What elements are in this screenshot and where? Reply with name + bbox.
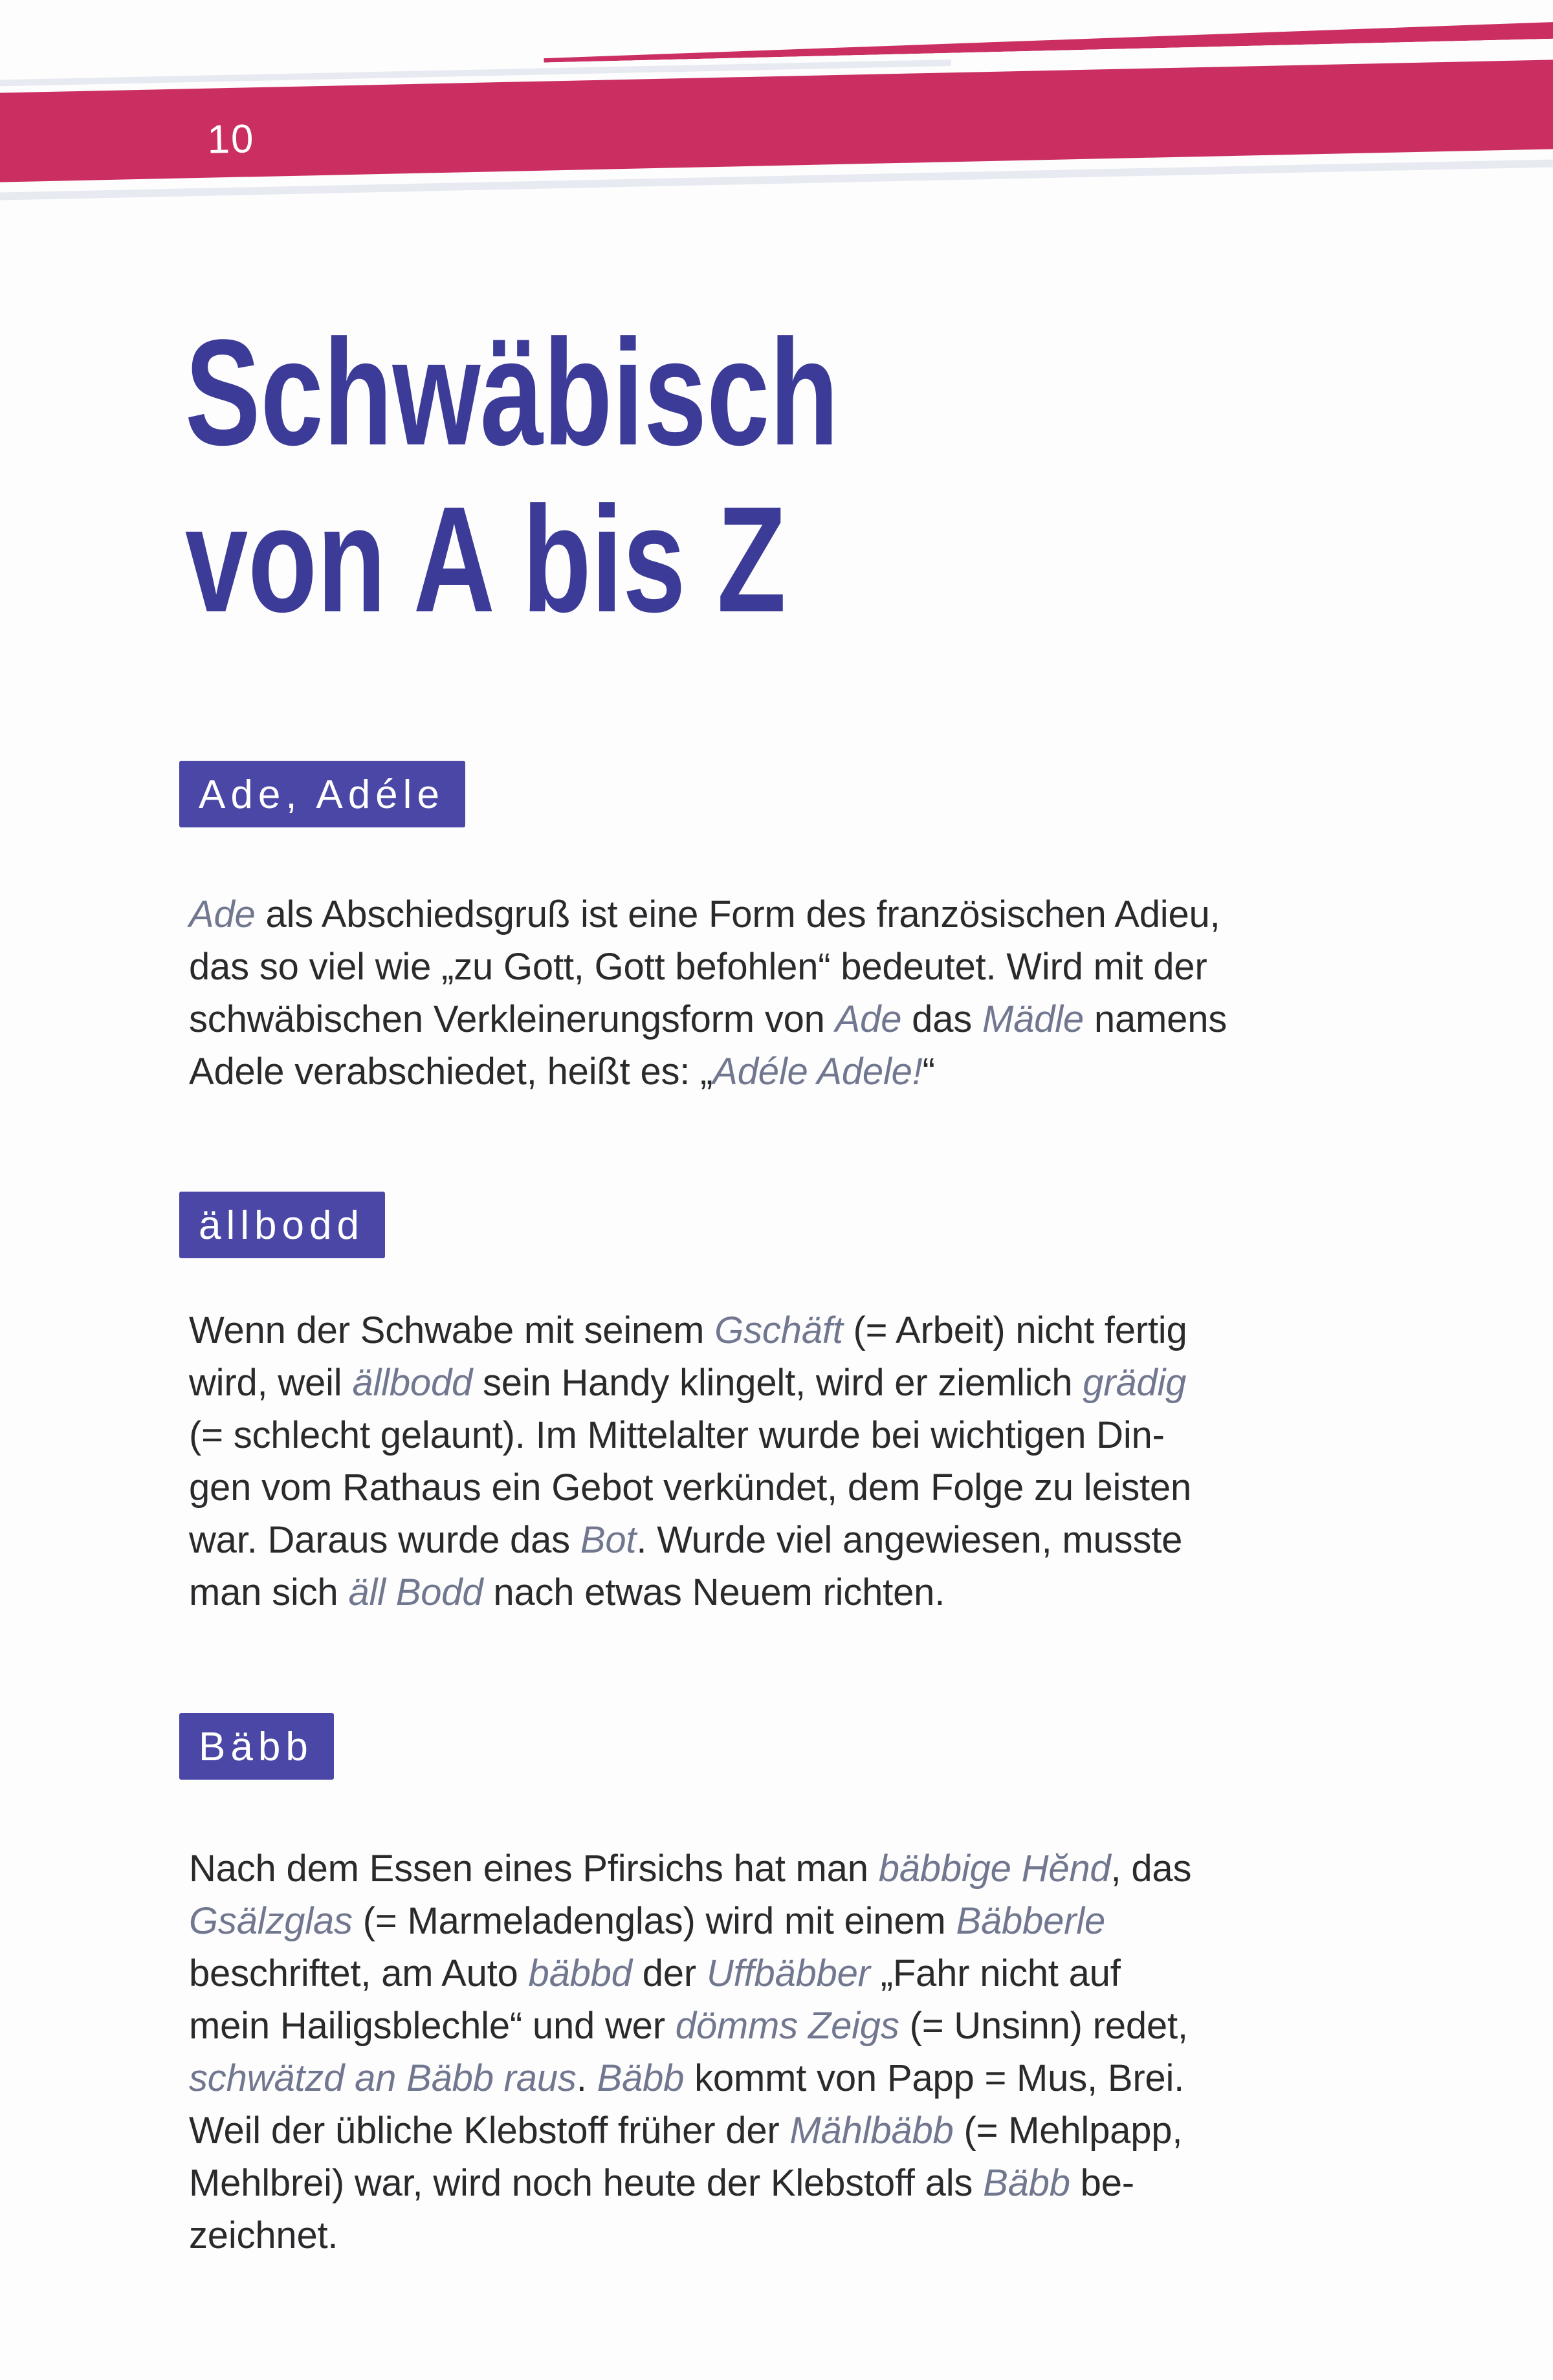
paragraph-line — [189, 1045, 1431, 1098]
paragraph-line — [189, 2052, 1431, 2104]
text-run: (= schlecht gelaunt). Im Mittelalter wurde bei wichtigen Din- — [189, 1414, 1165, 1456]
paragraph-line — [189, 993, 1431, 1045]
text-run: mein Hailigsblechle“ und wer — [189, 2005, 676, 2047]
title-line-1: Schwäbisch — [185, 309, 839, 477]
section-paragraph — [189, 1304, 1431, 1619]
text-run: wird, weil — [189, 1362, 353, 1404]
paragraph-line — [189, 2000, 1431, 2052]
text-run: , das — [1110, 1848, 1192, 1890]
text-run: “ — [922, 1051, 935, 1093]
text-run: (= Marmeladenglas) wird mit einem — [352, 1900, 956, 1942]
text-run: (= Mehlpapp, — [953, 2110, 1183, 2152]
text-run: namens — [1084, 998, 1228, 1040]
dialect-term: bäbbd — [528, 1952, 632, 1994]
paragraph-line — [189, 1514, 1431, 1566]
paragraph-line — [189, 1304, 1431, 1357]
text-run: das so viel wie „zu Gott, Gott befohlen“ bedeutet. Wird mit der — [189, 946, 1207, 988]
dialect-term: Mädle — [982, 998, 1084, 1040]
text-run: nach etwas Neuem richten. — [483, 1571, 945, 1613]
dialect-term: grädig — [1083, 1362, 1187, 1404]
text-run: . — [576, 2057, 597, 2099]
paragraph-line — [189, 2104, 1431, 2157]
dialect-term: Bäbb — [597, 2057, 685, 2099]
dialect-term: Bot — [580, 1519, 637, 1561]
text-run: Adele verabschiedet, heißt es: „ — [189, 1051, 713, 1093]
dialect-term: Ade — [835, 998, 902, 1040]
header-ribbon — [0, 0, 1553, 272]
text-run: (= Unsinn) redet, — [899, 2005, 1188, 2047]
text-run: als Abschiedsgruß ist eine Form des französischen Adieu, — [255, 893, 1220, 935]
dialect-term: bäbbige Hĕnd — [878, 1848, 1111, 1890]
paragraph-line — [189, 1461, 1431, 1514]
text-run: beschriftet, am Auto — [189, 1952, 529, 1994]
dialect-term: Adéle Adele! — [712, 1051, 923, 1093]
text-run: man sich — [189, 1571, 349, 1613]
text-run: kommt von Papp = Mus, Brei. — [684, 2057, 1185, 2099]
section-paragraph — [189, 888, 1431, 1098]
page-number: 10 — [206, 116, 256, 162]
paragraph-line — [189, 941, 1431, 993]
paragraph-line — [189, 2209, 1431, 2262]
dialect-term: Mählbäbb — [789, 2110, 954, 2152]
text-run: schwäbischen Verkleinerungsform von — [189, 998, 835, 1040]
text-run: sein Handy klingelt, wird er ziemlich — [472, 1362, 1083, 1404]
paragraph-line — [189, 1895, 1431, 1947]
section-heading-badge: Ade, Adéle — [179, 761, 465, 827]
text-run: „Fahr nicht auf — [870, 1952, 1121, 1994]
text-run: (= Arbeit) nicht fertig — [843, 1309, 1187, 1351]
dialect-term: äll Bodd — [348, 1571, 483, 1613]
paragraph-line — [189, 1357, 1431, 1409]
text-run: Weil der übliche Klebstoff früher der — [189, 2110, 790, 2152]
dialect-term: Gsälzglas — [189, 1900, 353, 1942]
title-line-2: von A bis Z — [185, 475, 786, 644]
paragraph-line — [189, 2157, 1431, 2209]
paragraph-line — [189, 1842, 1431, 1895]
dialect-term: ällbodd — [352, 1362, 473, 1404]
dialect-term: dömms Zeigs — [675, 2005, 899, 2047]
dialect-term: Bäbberle — [956, 1900, 1106, 1942]
dialect-term: schwätzd an Bäbb raus — [189, 2057, 577, 2099]
text-run: gen vom Rathaus ein Gebot verkündet, dem Folge zu leisten — [189, 1467, 1192, 1509]
text-run: das — [901, 998, 983, 1040]
paragraph-line — [189, 888, 1431, 941]
text-run: Wenn der Schwabe mit seinem — [189, 1309, 715, 1351]
paragraph-line — [189, 1947, 1431, 2000]
page-title — [185, 309, 839, 643]
text-run: . Wurde viel angewiesen, musste — [636, 1519, 1183, 1561]
paragraph-line — [189, 1409, 1431, 1461]
dialect-term: Uffbäbber — [706, 1952, 870, 1994]
text-run: zeichnet. — [189, 2214, 338, 2256]
dialect-term: Ade — [189, 893, 256, 935]
text-run: Nach dem Essen eines Pfirsichs hat man — [189, 1848, 879, 1890]
text-run: be- — [1070, 2162, 1134, 2204]
section-paragraph — [189, 1842, 1431, 2262]
text-run: Mehlbrei) war, wird noch heute der Klebstoff als — [189, 2162, 984, 2204]
dialect-term: Bäbb — [983, 2162, 1070, 2204]
paragraph-line — [189, 1566, 1431, 1619]
section-heading-badge: ällbodd — [179, 1192, 385, 1258]
ribbon-sliver — [544, 21, 1553, 62]
section-heading-badge: Bäbb — [179, 1713, 334, 1780]
dialect-term: Gschäft — [714, 1309, 843, 1351]
text-run: war. Daraus wurde das — [189, 1519, 580, 1561]
text-run: der — [632, 1952, 707, 1994]
